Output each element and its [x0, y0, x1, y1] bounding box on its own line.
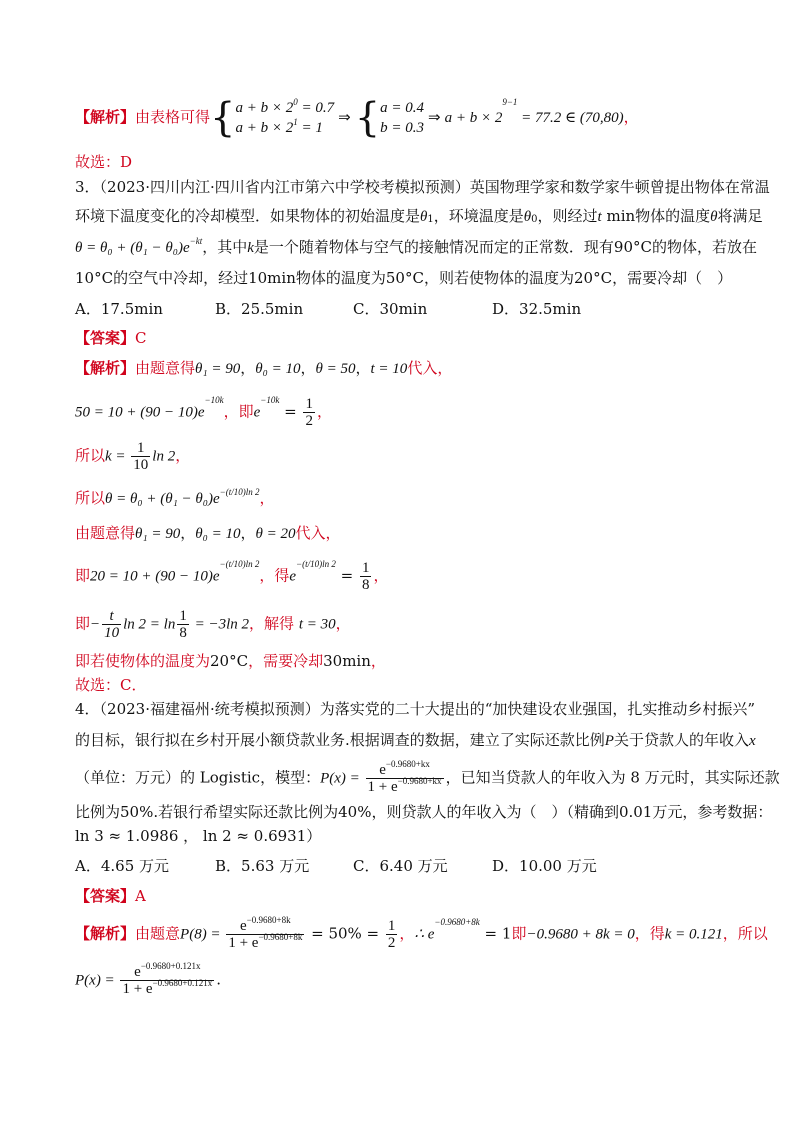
final-model-fraction: $\frac{e^{-0.9680+0.121x}}{1 + e^{-0.9680+0.121x}}$ [122, 961, 213, 997]
fraction-one-half-q4: $\frac{1}{2}$ [387, 918, 396, 951]
q2-jiexi-line: 【解析】由表格可得{ $a + b \times 2^0 = 0.7$ $a + b \times 2^1 = 1$ ⇒ { a = 0.4 b = 0.3 ⇒ $a + b \times 2^{9-1} = 77.2$ ∈ (70,80)， [75, 95, 639, 141]
q4-answer: 【答案】A [75, 887, 146, 905]
q3-jiexi-line7: 即− $\frac{t}{10}$ ln 2 = ln $\frac{1}{8}$ = −3ln 2，解得 t = 30， [75, 608, 351, 641]
fraction-one-half: $\frac{1}{2}$ [305, 396, 313, 429]
fraction-one-eighth-2: $\frac{1}{8}$ [179, 608, 187, 641]
jiexi-label: 【解析】 [75, 108, 136, 126]
fraction-one-tenth: $\frac{1}{10}$ [133, 440, 149, 473]
q3-option-b: B．25.5min [215, 300, 304, 318]
q3-option-a: A．17.5min [75, 300, 163, 318]
q4-option-b: B．5.63 万元 [215, 857, 310, 875]
implies-arrow-2: ⇒ [428, 110, 441, 126]
q4-option-d: D．10.00 万元 [492, 857, 597, 875]
q3-jiexi-line2: $50 = 10 + (90 - 10)e^{-10k}$，即$e^{-10k}$ = $\frac{1}{2}$ ， [75, 395, 332, 429]
q4-option-c: C．6.40 万元 [353, 857, 448, 875]
q3-jiexi-line1: 【解析】由题意得θ₁ = 90，θ₀ = 10，θ = 50，t = 10代入， [75, 359, 453, 377]
q3-stem-line1: 3．（2023·四川内江·四川省内江市第六中学校考模拟预测）英国物理学家和数学家牛顿曾提出物体在常温 [75, 178, 770, 196]
q3-conclusion: 即若使物体的温度为20°C，需要冷却30min， [75, 652, 386, 670]
q4-stem-line2: 的目标，银行拟在乡村开展小额贷款业务.根据调查的数据，建立了实际还款比例P关于贷款人的年收入x [75, 731, 756, 749]
q3-stem-line3: $\theta = \theta_0 + (\theta_1 - \theta_0)e^{-kt}$，其中k是一个随着物体与空气的接触情况而定的正常数．现有90°C的物体，若放在 [75, 236, 757, 256]
q3-jiexi-line5: 由题意得θ₁ = 90，θ₀ = 10，θ = 20代入， [75, 524, 341, 542]
equation-system-1: $a + b \times 2^0 = 0.7$ $a + b \times 2^1 = 1$ [235, 97, 335, 136]
q3-option-d: D．32.5min [492, 300, 582, 318]
left-brace: { [210, 95, 236, 141]
q3-jiexi-line3: 所以k = $\frac{1}{10}$ ln 2， [75, 440, 191, 473]
q4-stem-line4: 比例为50%.若银行希望实际还款比例为40%，则贷款人的年收入为（ ）（精确到0.01万元，参考数据： [75, 803, 773, 821]
q3-guxuan: 故选：C． [75, 676, 147, 694]
fraction-t-over-10: $\frac{t}{10}$ [104, 608, 120, 641]
q4-stem-line1: 4．（2023·福建福州·统考模拟预测）为落实党的二十大提出的“加快建设农业强国，扎实推动乡村振兴” [75, 700, 756, 718]
q4-stem-line3: （单位：万元）的 Logistic，模型：P(x) = $\frac{e^{-0.9680+kx}}{1 + e^{-0.9680+kx}}$ ，已知当贷款人的年收入为 8 万元时，其实际还款 [75, 759, 780, 795]
q3-option-c: C．30min [353, 300, 428, 318]
cooling-formula: θ = θ₀ + (θ₁ − θ₀)e [75, 240, 190, 256]
q2-guxuan: 故选：D [75, 153, 133, 171]
q4-jiexi-line2: P(x) = $\frac{e^{-0.9680+0.121x}}{1 + e^{-0.9680+0.121x}}$ . [75, 961, 221, 997]
p8-fraction: $\frac{e^{-0.9680+8k}}{1 + e^{-0.9680+8k}}$ [228, 915, 303, 951]
q3-jiexi-line4: 所以$\theta = \theta_0 + (\theta_1 - \theta_0)e^{-(t/10)ln 2}$， [75, 487, 275, 507]
q3-stem-line2: 环境下温度变化的冷却模型．如果物体的初始温度是$\theta_1$，环境温度是$\theta_0$，则经过t min物体的温度θ将满足 [75, 207, 763, 225]
left-brace-2: { [354, 95, 381, 141]
q4-option-a: A．4.65 万元 [75, 857, 170, 875]
q4-jiexi-line1: 【解析】由题意P(8) = $\frac{e^{-0.9680+8k}}{1 + e^{-0.9680+8k}}$ = 50% = $\frac{1}{2}$ ，∴ $e^{-0.9680+8k} = 1$即−0.9680 + 8k = 0，得k = 0.121，所以 [75, 915, 768, 951]
q3-jiexi-line6: 即$20 = 10 + (90 - 10)e^{-(t/10)ln 2}$，得$e^{-(t/10)ln 2}$ = $\frac{1}{8}$ ， [75, 559, 389, 593]
fraction-one-eighth: $\frac{1}{8}$ [361, 560, 370, 593]
result-expression: $a + b \times 2^{9-1} = 77.2$ ∈ (70,80) [444, 97, 624, 126]
q3-stem-line4: 10°C的空气中冷却，经过10min物体的温度为50°C，则若使物体的温度为20°C，需要冷却（ ） [75, 269, 733, 287]
equation-system-2: a = 0.4 b = 0.3 [380, 100, 425, 136]
q4-stem-line5: ln 3 ≈ 1.0986 ， ln 2 ≈ 0.6931） [75, 827, 322, 845]
jiexi-lead: 由表格可得 [135, 108, 211, 126]
q3-answer: 【答案】C [75, 329, 147, 347]
logistic-model-fraction: $\frac{e^{-0.9680+kx}}{1 + e^{-0.9680+kx}}$ [367, 759, 442, 795]
implies-arrow: ⇒ [338, 110, 351, 126]
